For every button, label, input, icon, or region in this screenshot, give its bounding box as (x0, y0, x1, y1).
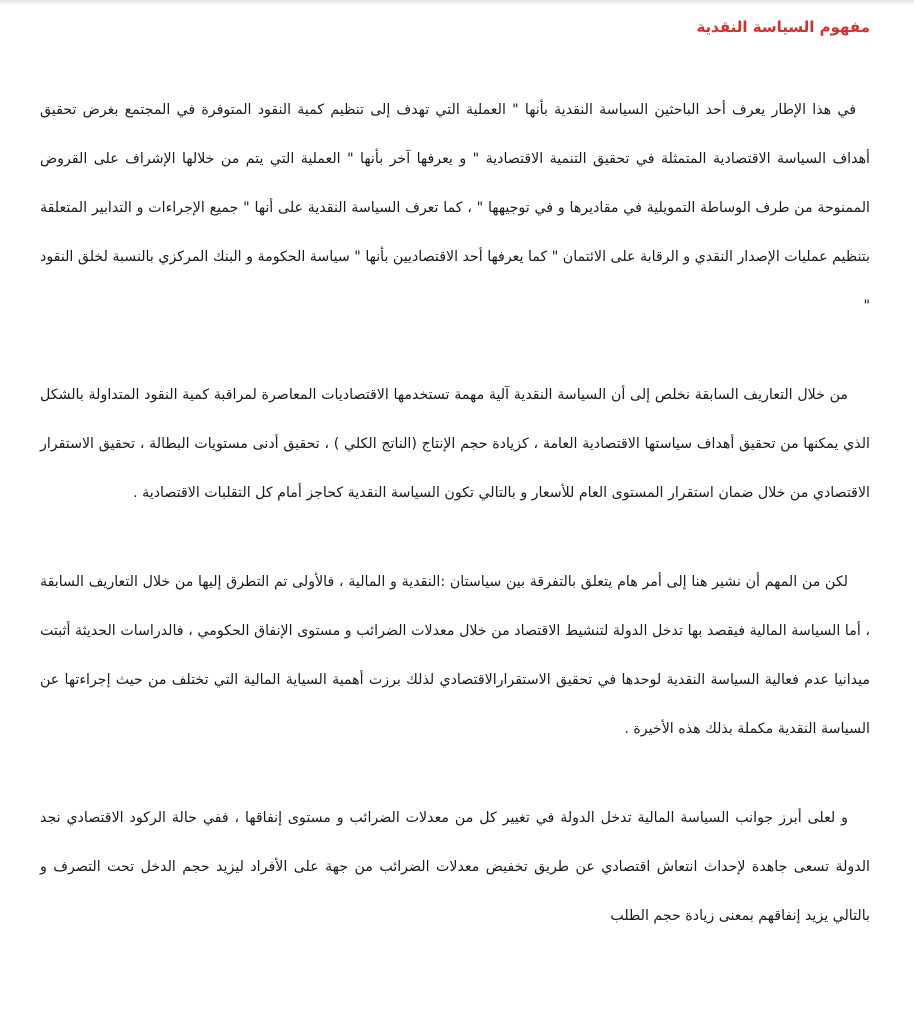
top-edge-shadow (0, 0, 914, 6)
paragraph-monetary-vs-fiscal: لكن من المهم أن نشير هنا إلى أمر هام يتعلق بالتفرقة بين سياستان :النقدية و المالية ، فالأولى تم التطرق إليها من خلال التعاريف السابقة ، أما السياسة المالية فيقصد بها تدخل الدولة لتنشيط الاقتصاد من خلال معدلات الضرائب و مستوى الإنفاق الحكومي ، فالدراسات الحديثة أثبتت ميدانيا عدم فعالية السياسة النقدية لوحدها في تحقيق الاستقرارالاقتصادي لذلك برزت أهمية السياية المالية التي تختلف من حيث إجراءتها عن السياسة النقدية مكملة بذلك هذه الأخيرة . (40, 574, 870, 737)
paragraph-conclusion: من خلال التعاريف السابقة نخلص إلى أن السياسة النقدية آلية مهمة تستخدمها الاقتصاديات المعاصرة لمراقبة كمية النقود المتداولة بالشكل الذي يمكنها من تحقيق أهداف سياستها الاقتصادية العامة ، كزيادة حجم الإنتاج (الناتج الكلي ) ، تحقيق أدنى مستويات البطالة ، تحقيق الاستقرار الاقتصادي من خلال ضمان استقرار المستوى العام للأسعار و بالتالي تكون السياسة النقدية كحاجز أمام كل التقلبات الاقتصادية . (40, 387, 870, 501)
document-body (40, 86, 870, 981)
paragraph-definitions: في هذا الإطار يعرف أحد الباحثين السياسة النقدية بأنها " العملية التي تهدف إلى تنظيم كمية النقود المتوفرة في المجتمع بغرض تحقيق أهداف السياسة الاقتصادية المتمثلة في تحقيق التنمية الاقتصادية " و يعرفها آخر بأنها " العملية التي يتم من خلالها الإشراف على القروض الممنوحة من طرف الوساطة التمويلية في مقاديرها و في توجيهها " ، كما تعرف السياسة النقدية على أنها " جميع الإجراءات و التدابير المتعلقة بتنظيم عمليات الإصدار النقدي و الرقابة على الائتمان " كما يعرفها أحد الاقتصاديين بأنها " سياسة الحكومة و البنك المركزي بالنسبة لخلق النقود " (40, 102, 870, 314)
section-heading: مفهوم السياسة النقدية (696, 18, 870, 36)
paragraph-fiscal-policy: و لعلى أبرز جوانب السياسة المالية تدخل الدولة في تغيير كل من معدلات الضرائب و مستوى إنفاقها ، ففي حالة الركود الاقتصادي نجد الدولة تسعى جاهدة لإحداث انتعاش اقتصادي عن طريق تخفيض معدلات الضرائب من جهة على الأفراد ليزيد حجم الدخل تحت التصرف و بالتالي يزيد إنفاقهم بمعنى زيادة حجم الطلب (40, 810, 870, 924)
